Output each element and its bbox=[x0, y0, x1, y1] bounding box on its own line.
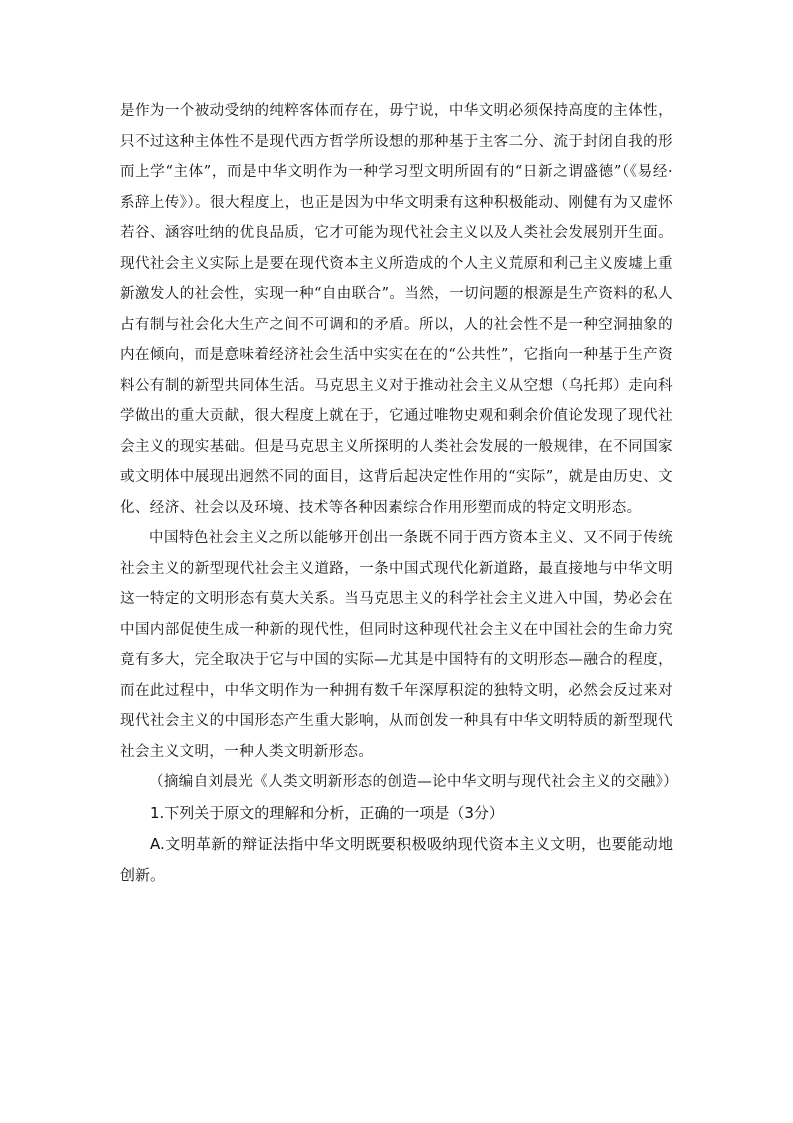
source-citation: （摘编自刘晨光《人类文明新形态的创造—论中华文明与现代社会主义的交融》） bbox=[149, 774, 679, 790]
question-option-a: A.文明革新的辩证法指中华文明既要积极吸纳现代资本主义文明，也要能动地创新。 bbox=[120, 834, 673, 884]
body-paragraph-1: 是作为一个被动受纳的纯粹客体而存在，毋宁说，中华文明必须保持高度的主体性，只不过这种主体性不是现代西方哲学所设想的那种基于主客二分、流于封闭自我的形而上学“主体”，而是中华文明作为一种学习型文明所固有的“日新之谓盛德”（《易经·系辞上传》）。很大程度上，也正是因为中华文明秉有这种积极能动、刚健有为又虚怀若谷、涵容吐纳的优良品质，它才可能为现代社会主义以及人类社会发展别开生面。现代社会主义实际上是要在现代资本主义所造成的个人主义荒原和利己主义废墟上重新激发人的社会性，实现一种“自由联合”。当然，一切问题的根源是生产资料的私人占有制与社会化大生产之间不可调和的矛盾。所以，人的社会性不是一种空洞抽象的内在倾向，而是意味着经济社会生活中实实在在的“公共性”，它指向一种基于生产资料公有制的新型共同体生活。马克思主义对于推动社会主义从空想（乌托邦）走向科学做出的重大贡献，很大程度上就在于，它通过唯物史观和剩余价值论发现了现代社会主义的现实基础。但是马克思主义所探明的人类社会发展的一般规律，在不同国家或文明体中展现出迥然不同的面目，这背后起决定性作用的“实际”，就是由历史、文化、经济、社会以及环境、技术等各种因素综合作用形塑而成的特定文明形态。 bbox=[120, 103, 673, 516]
body-paragraph-2: 中国特色社会主义之所以能够开创出一条既不同于西方资本主义、又不同于传统社会主义的新型现代社会主义道路，一条中国式现代化新道路，最直接地与中华文明这一特定的文明形态有莫大关系。当马克思主义的科学社会主义进入中国，势必会在中国内部促使生成一种新的现代性，但同时这种现代社会主义在中国社会的生命力究竟有多大，完全取决于它与中国的实际—尤其是中国特有的文明形态—融合的程度，而在此过程中，中华文明作为一种拥有数千年深厚积淀的独特文明，必然会反过来对现代社会主义的中国形态产生重大影响，从而创发一种具有中华文明特质的新型现代社会主义文明，一种人类文明新形态。 bbox=[120, 530, 673, 760]
document-page bbox=[120, 96, 679, 891]
question-stem: 1.下列关于原文的理解和分析，正确的一项是（3分） bbox=[150, 803, 504, 822]
